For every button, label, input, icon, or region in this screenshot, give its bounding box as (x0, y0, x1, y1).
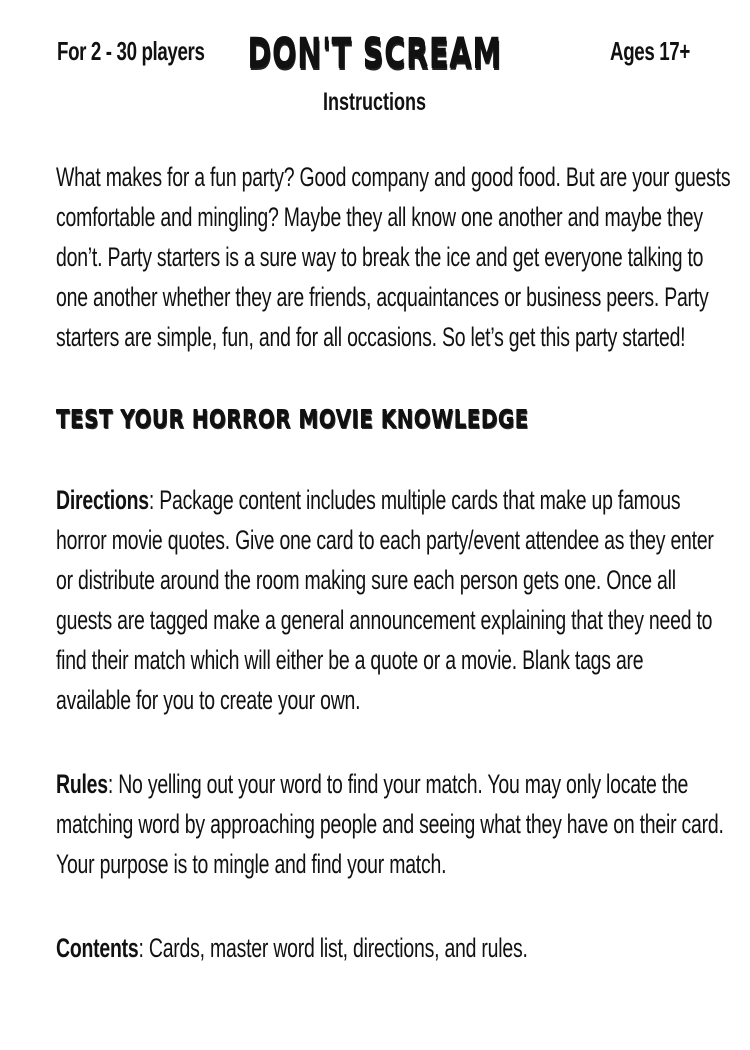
rules-paragraph (56, 764, 724, 884)
rules-first-line (56, 764, 690, 804)
contents-line (56, 928, 690, 968)
rules-line: Your purpose is to mingle and find your match. (56, 849, 447, 879)
rules-label: Rules (56, 769, 108, 799)
intro-line: comfortable and mingling? Maybe they all know one another and maybe they (56, 202, 703, 232)
rules-first-text: : No yelling out your word to find your match. You may only locate the (107, 769, 689, 799)
subtitle-container (0, 88, 750, 117)
player-count: For 2 - 30 players (57, 36, 205, 66)
contents-label: Contents (56, 933, 139, 963)
rules-line: matching word by approaching people and seeing what they have on their card. (56, 809, 724, 839)
section-heading: TEST YOUR HORROR MOVIE KNOWLEDGE (56, 404, 529, 433)
directions-line: guests are tagged make a general announcement explaining that they need to (56, 605, 713, 635)
age-rating: Ages 17+ (610, 36, 690, 66)
contents-text: : Cards, master word list, directions, and rules. (138, 933, 528, 963)
directions-line: horror movie quotes. Give one card to each party/event attendee as they enter (56, 525, 714, 555)
intro-line: one another whether they are friends, acquaintances or business peers. Party (56, 282, 709, 312)
intro-paragraph (56, 157, 731, 357)
directions-line: find their match which will either be a quote or a movie. Blank tags are (56, 645, 644, 675)
intro-line: starters are simple, fun, and for all occasions. So let’s get this party started! (56, 322, 686, 352)
directions-paragraph (56, 480, 714, 720)
intro-line: don’t. Party starters is a sure way to break the ice and get everyone talking to (56, 242, 704, 272)
directions-label: Directions (56, 485, 149, 515)
game-title: DON'T SCREAM (247, 30, 503, 76)
directions-first-line (56, 480, 690, 520)
page-subtitle: Instructions (323, 88, 427, 116)
directions-first-text: : Package content includes multiple cards that make up famous (148, 485, 681, 515)
intro-line: What makes for a fun party? Good company and good food. But are your guests (56, 162, 731, 192)
directions-line: or distribute around the room making sure each person gets one. Once all (56, 565, 676, 595)
contents-paragraph (56, 928, 690, 968)
directions-line: available for you to create your own. (56, 685, 361, 715)
